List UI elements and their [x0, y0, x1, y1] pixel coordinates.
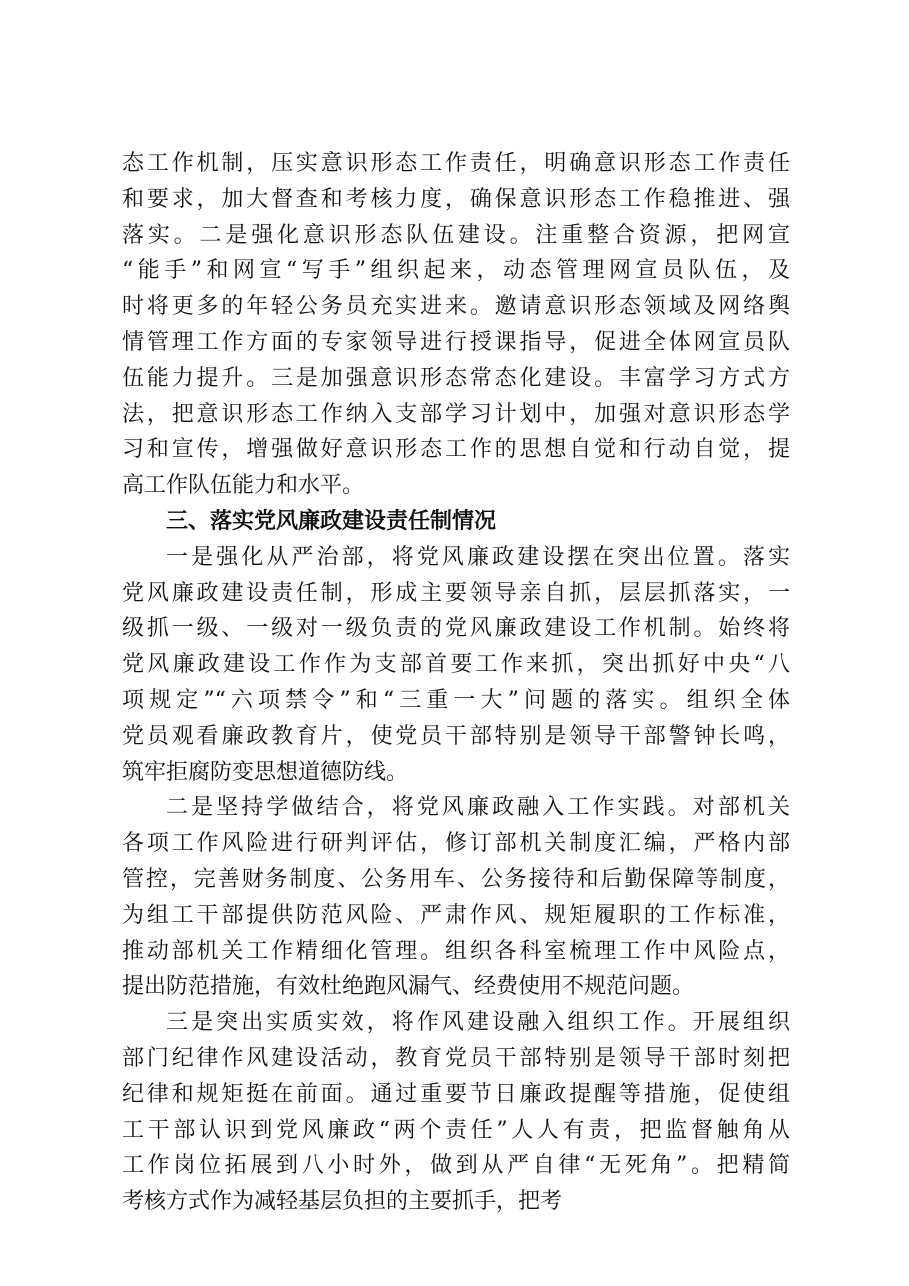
text-line: 工作岗位拓展到八小时外，做到从严自律“无死角”。把精简: [122, 1153, 790, 1179]
text-line: 管控，完善财务制度、公务用车、公务接待和后勤保障等制度，: [122, 866, 790, 892]
text-line: 党风廉政建设工作作为支部首要工作来抓，突出抓好中央“八: [122, 652, 790, 678]
text-line: 党风廉政建设责任制，形成主要领导亲自抓，层层抓落实，一: [122, 580, 790, 606]
text-line: 二是坚持学做结合，将党风廉政融入工作实践。对部机关: [166, 795, 790, 821]
text-line: 和要求，加大督查和考核力度，确保意识形态工作稳推进、强: [122, 186, 790, 212]
section-heading: [122, 504, 790, 540]
text-line: 考核方式作为减轻基层负担的主要抓手，把考: [122, 1189, 563, 1215]
text-line: 落实。二是强化意识形态队伍建设。注重整合资源，把网宣: [122, 222, 790, 248]
text-line: 三是突出实质实效，将作风建设融入组织工作。开展组织: [166, 1010, 790, 1036]
text-line: 推动部机关工作精细化管理。组织各科室梳理工作中风险点，: [122, 938, 790, 964]
document-page: [122, 146, 790, 1220]
text-line: 提出防范措施，有效杜绝跑风漏气、经费使用不规范问题。: [122, 974, 695, 1000]
text-line: 一是强化从严治部，将党风廉政建设摆在突出位置。落实: [166, 544, 790, 570]
text-line: 筑牢拒腐防变思想道德防线。: [122, 759, 409, 785]
text-line: 为组工干部提供防范风险、严肃作风、规矩履职的工作标准，: [122, 902, 790, 928]
paragraph: [122, 790, 790, 1005]
text-line: 项规定”“六项禁令”和“三重一大”问题的落实。组织全体: [122, 687, 790, 713]
text-line: 各项工作风险进行研判评估，修订部机关制度汇编，严格内部: [122, 831, 790, 857]
heading-line: 三、落实党风廉政建设责任制情况: [166, 508, 497, 534]
text-line: 党员观看廉政教育片，使党员干部特别是领导干部警钟长鸣，: [122, 723, 790, 749]
text-line: 工干部认识到党风廉政“两个责任”人人有责，把监督触角从: [122, 1117, 790, 1143]
text-line: 级抓一级、一级对一级负责的党风廉政建设工作机制。始终将: [122, 616, 790, 642]
text-line: 纪律和规矩挺在前面。通过重要节日廉政提醒等措施，促使组: [122, 1081, 790, 1107]
text-line: 情管理工作方面的专家领导进行授课指导，促进全体网宣员队: [122, 329, 790, 355]
paragraph: [122, 1005, 790, 1220]
text-line: 态工作机制，压实意识形态工作责任，明确意识形态工作责任: [122, 151, 790, 176]
text-line: 习和宣传，增强做好意识形态工作的思想自觉和行动自觉，提: [122, 437, 790, 463]
paragraph: [122, 146, 790, 504]
text-line: 伍能力提升。三是加强意识形态常态化建设。丰富学习方式方: [122, 365, 790, 391]
paragraph: [122, 540, 790, 791]
text-line: 部门纪律作风建设活动，教育党员干部特别是领导干部时刻把: [122, 1045, 790, 1071]
text-line: 高工作队伍能力和水平。: [122, 473, 365, 499]
text-line: 法，把意识形态工作纳入支部学习计划中，加强对意识形态学: [122, 401, 790, 427]
text-line: “能手”和网宣“写手”组织起来，动态管理网宣员队伍，及: [122, 258, 790, 284]
text-line: 时将更多的年轻公务员充实进来。邀请意识形态领域及网络舆: [122, 294, 790, 320]
